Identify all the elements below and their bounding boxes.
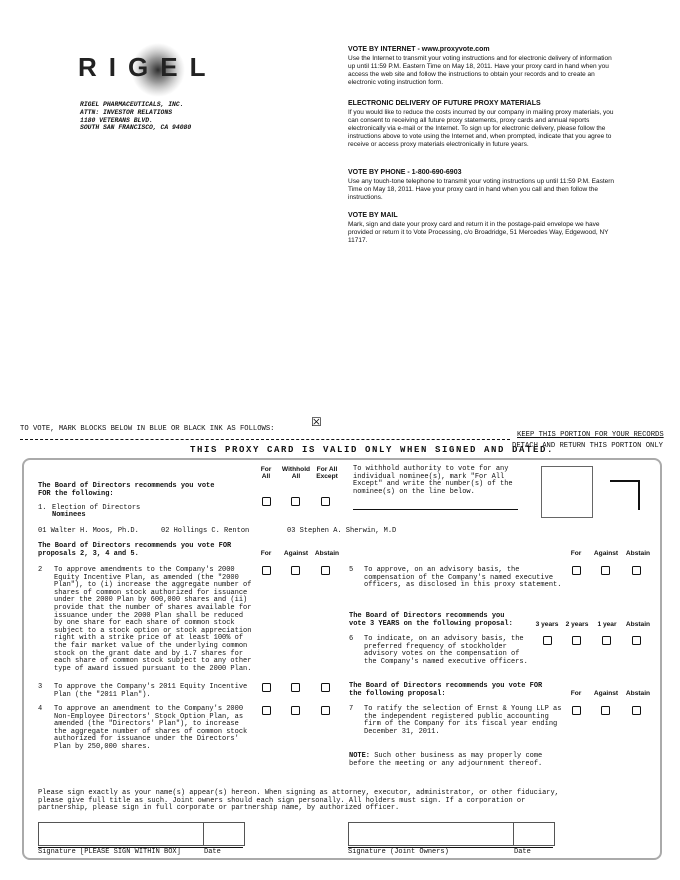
withhold-all-checkbox[interactable]: [291, 497, 300, 506]
detach-portion-label: DETACH AND RETURN THIS PORTION ONLY: [512, 442, 663, 450]
col-1year: 1 year: [597, 621, 617, 628]
p7-abstain-checkbox[interactable]: [632, 706, 641, 715]
internet-title: VOTE BY INTERNET - www.proxyvote.com: [348, 46, 490, 53]
p4-number: 4: [38, 705, 43, 713]
item1-title: Election of Directors: [52, 504, 141, 512]
mark-instruction: TO VOTE, MARK BLOCKS BELOW IN BLUE OR BLACK INK AS FOLLOWS:: [20, 425, 275, 433]
p3-against-checkbox[interactable]: [291, 683, 300, 692]
address-line: RIGEL PHARMACEUTICALS, INC.: [80, 101, 184, 108]
p3-for-checkbox[interactable]: [262, 683, 271, 692]
p5-for-checkbox[interactable]: [572, 566, 581, 575]
col-withhold-all: Withhold All: [281, 466, 311, 481]
p2-against-checkbox[interactable]: [291, 566, 300, 575]
electronic-text: If you would like to reduce the costs incurred by our company in mailing proxy materials, you can consent to receiving all future proxy statements, proxy cards and annual reports electronically via e-mail or the Internet. To sign up for electronic delivery, please follow the instructions above to vote using the Internet and, when prompted, indicate that you agree to receive or access proxy materials electronically in future years.: [348, 108, 614, 149]
detach-line: [20, 439, 510, 440]
keep-portion-label: KEEP THIS PORTION FOR YOUR RECORDS: [517, 431, 664, 439]
p6-text: To indicate, on an advisory basis, the preferred frequency of stockholder advisory votes on the compensation of the Company's named executive officers.: [364, 635, 528, 666]
signature-label-row: [38, 847, 243, 857]
col-for: For: [260, 550, 272, 557]
nominee-write-in-line[interactable]: [353, 509, 518, 510]
address-line: ATTN: INVESTOR RELATIONS: [80, 108, 173, 116]
p5-number: 5: [349, 566, 354, 574]
p6-number: 6: [349, 635, 354, 643]
for-all-checkbox[interactable]: [262, 497, 271, 506]
col-abstain: Abstain: [314, 550, 340, 557]
p4-text: To approve an amendment to the Company's 2000 Non-Employee Directors' Stock Option Plan, as amended (the "Directors' Plan"), to increase the aggregate number of shares of common stock authorized for issuance under the Directors' Plan by 250,000 shares.: [54, 705, 248, 751]
electronic-title: ELECTRONIC DELIVERY OF FUTURE PROXY MATERIALS: [348, 100, 541, 107]
recommend-2345: The Board of Directors recommends you vote FOR proposals 2, 3, 4 and 5.: [38, 542, 232, 558]
logo-text: RIGEL: [78, 52, 218, 82]
col-against: Against: [283, 550, 309, 557]
p6-3years-checkbox[interactable]: [543, 636, 552, 645]
date-box[interactable]: [203, 822, 245, 846]
recommend-following2: The Board of Directors recommends you vote FOR the following proposal:: [349, 682, 543, 698]
nominees-label: Nominees: [52, 511, 86, 519]
p5-text: To approve, on an advisory basis, the compensation of the Company's named executive officers, as disclosed in this proxy statement.: [364, 566, 562, 590]
vote-by-internet: [348, 46, 620, 87]
marked-box-icon: ☒: [311, 415, 322, 429]
col-for-p7: For: [570, 690, 582, 697]
vote-by-phone: [348, 169, 620, 202]
card-valid-notice: THIS PROXY CARD IS VALID ONLY WHEN SIGNED AND DATED.: [190, 445, 555, 455]
p3-number: 3: [38, 683, 43, 691]
note-text: Such other business as may properly come before the meeting or any adjournment thereof.: [349, 752, 543, 768]
p4-for-checkbox[interactable]: [262, 706, 271, 715]
company-address: [80, 101, 240, 132]
recommend-following: The Board of Directors recommends you vote FOR the following:: [38, 482, 215, 498]
nominee: 03 Stephen A. Sherwin, M.D: [287, 527, 397, 535]
p6-1year-checkbox[interactable]: [602, 636, 611, 645]
electronic-delivery: [348, 100, 620, 150]
note: [349, 753, 542, 768]
p4-against-checkbox[interactable]: [291, 706, 300, 715]
joint-signature-label-row: [348, 847, 553, 857]
col-for-all-except: For All Except: [316, 466, 338, 481]
p2-for-checkbox[interactable]: [262, 566, 271, 575]
p7-for-checkbox[interactable]: [572, 706, 581, 715]
p5-against-checkbox[interactable]: [601, 566, 610, 575]
col-for-all: For All: [260, 466, 272, 481]
joint-signature-box[interactable]: [348, 822, 514, 846]
p7-number: 7: [349, 705, 354, 713]
barcode-box: [541, 466, 593, 518]
item1-number: 1.: [38, 504, 47, 512]
mail-text: Mark, sign and date your proxy card and return it in the postage-paid envelope we have provided or return it to Vote Processing, c/o Broadridge, 51 Mercedes Way, Edgewood, NY 11717.: [348, 220, 609, 244]
vote-by-mail: [348, 212, 620, 245]
corner-mark: [610, 480, 640, 510]
withhold-instruction: To withhold authority to vote for any individual nominee(s), mark "For All Except" and write the number(s) of the nominee(s) on the line below.: [353, 465, 513, 496]
address-line: 1180 VETERANS BLVD.: [80, 116, 153, 124]
col-abstain-right: Abstain: [625, 550, 651, 557]
phone-text: Use any touch-tone telephone to transmit your voting instructions up until 11:59 P.M. Eastern Time on May 18, 2011. Have your proxy card in hand when you call and then follow the instructions.: [348, 177, 615, 201]
for-all-except-checkbox[interactable]: [321, 497, 330, 506]
signature-box[interactable]: [38, 822, 204, 846]
col-3years: 3 years: [535, 621, 559, 628]
note-label: NOTE:: [349, 752, 371, 760]
nominee: 02 Hollings C. Renton: [161, 527, 250, 535]
p2-abstain-checkbox[interactable]: [321, 566, 330, 575]
col-against-right: Against: [593, 550, 619, 557]
col-abstain-p6: Abstain: [625, 621, 651, 628]
col-for-right: For: [570, 550, 582, 557]
col-against-p7: Against: [593, 690, 619, 697]
col-2years: 2 years: [565, 621, 589, 628]
p6-abstain-checkbox[interactable]: [632, 636, 641, 645]
recommend-3years: The Board of Directors recommends you vote 3 YEARS on the following proposal:: [349, 612, 513, 628]
signing-instruction: Please sign exactly as your name(s) appear(s) hereon. When signing as attorney, executor, administrator, or other fiduciary, please give full title as such. Joint owners should each sign personally. All holders must sign. If a corporation or partnership, please sign in full corporate or partnership name, by authorized officer.: [38, 789, 559, 813]
date-label: Date: [204, 848, 221, 856]
internet-text: Use the Internet to transmit your voting instructions and for electronic delivery of information up until 11:59 P.M. Eastern Time on May 18, 2011. Have your proxy card in hand when you access the web site and follow the instructions to obtain your records and to create an electronic voting instruction form.: [348, 54, 612, 87]
signature-label: Signature [PLEASE SIGN WITHIN BOX]: [38, 848, 181, 856]
p7-text: To ratify the selection of Ernst & Young LLP as the independent registered public accounting firm of the Company for its fiscal year ending December 31, 2011.: [364, 705, 562, 736]
p2-number: 2: [38, 566, 43, 574]
nominee: 01 Walter H. Moos, Ph.D.: [38, 527, 139, 535]
phone-title: VOTE BY PHONE - 1-800-690-6903: [348, 169, 462, 176]
p3-text: To approve the Company's 2011 Equity Incentive Plan (the "2011 Plan").: [54, 683, 248, 699]
joint-date-label: Date: [514, 848, 531, 856]
joint-date-box[interactable]: [513, 822, 555, 846]
p3-abstain-checkbox[interactable]: [321, 683, 330, 692]
p4-abstain-checkbox[interactable]: [321, 706, 330, 715]
mail-title: VOTE BY MAIL: [348, 212, 398, 219]
col-abstain-p7: Abstain: [625, 690, 651, 697]
company-logo: [78, 50, 218, 90]
p5-abstain-checkbox[interactable]: [632, 566, 641, 575]
p7-against-checkbox[interactable]: [601, 706, 610, 715]
address-line: SOUTH SAN FRANCISCO, CA 94080: [80, 124, 192, 132]
joint-signature-label: Signature (Joint Owners): [348, 848, 449, 856]
p6-2years-checkbox[interactable]: [572, 636, 581, 645]
p2-text: To approve amendments to the Company's 2000 Equity Incentive Plan, as amended (the "2000 Plan"), to (i) increase the aggregate number of shares of common stock authorized for issuance under the 2000 Plan by 600,000 shares and (ii) provide that the number of shares available for issuance under the 2000 Plan shall be reduced by one share for each share of common stock subject to a stock option or stock appreciation right with a strike price of at least 100% of the fair market value of the underlying common stock on the grant date and by 1.7 shares for each share of common stock subject to any other type of award issued pursuant to the 2000 Plan.: [54, 566, 252, 673]
